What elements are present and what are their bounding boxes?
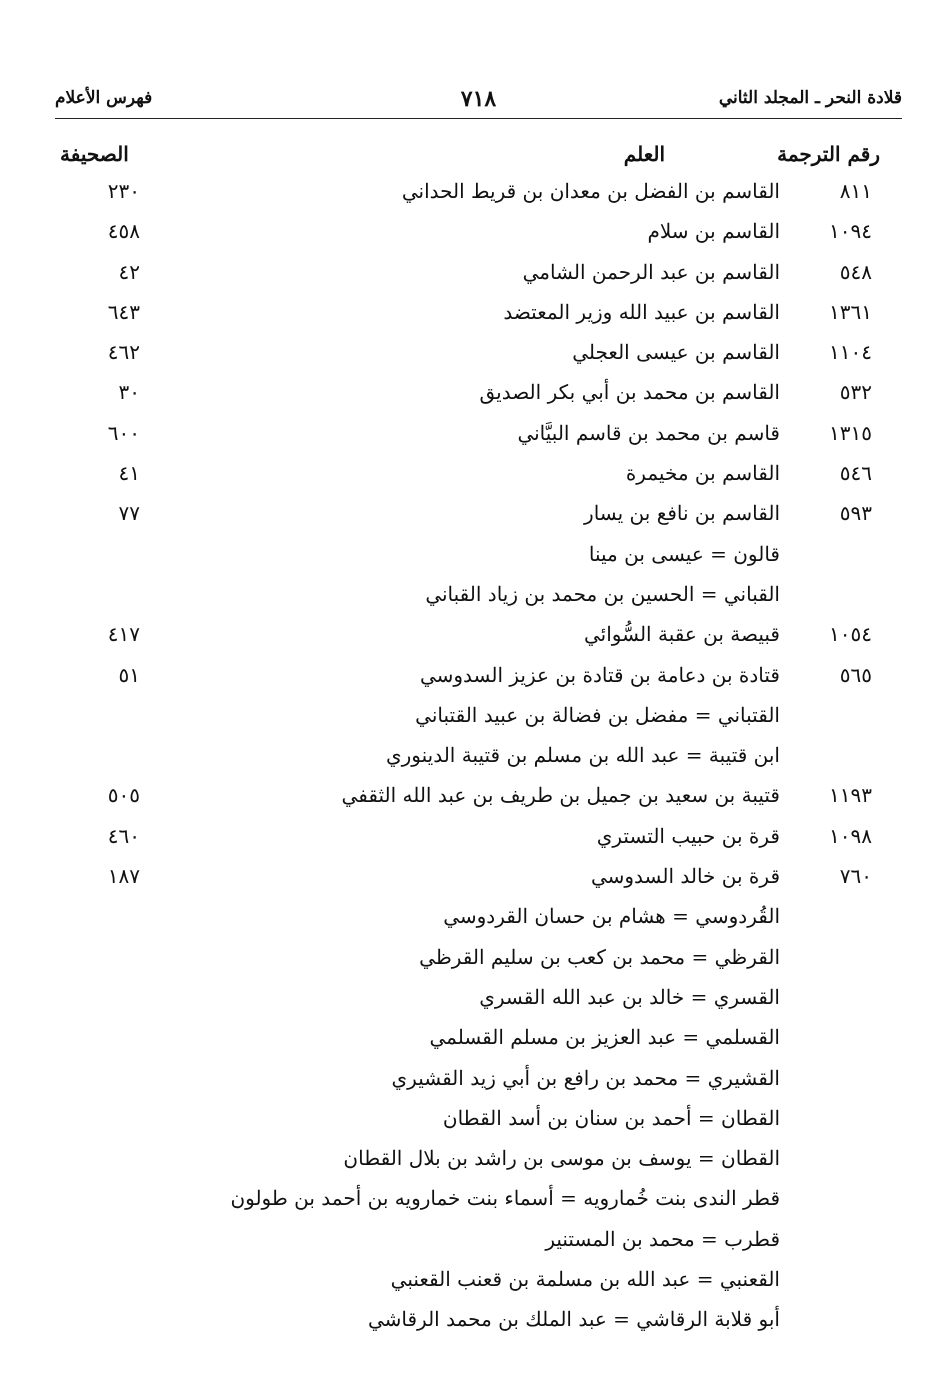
- index-entry: [0, 900, 950, 940]
- index-entry: [0, 779, 950, 819]
- entry-name: قتادة بن دعامة بن قتادة بن عزيز السدوسي: [419, 662, 780, 687]
- entry-name: قاسم بن محمد بن قاسم البيَّاني: [517, 420, 780, 445]
- index-entry: [0, 417, 950, 457]
- entry-name: القطان = يوسف بن موسى بن راشد بن بلال القطان: [343, 1146, 780, 1171]
- entry-page: ٤٥٨: [107, 219, 140, 244]
- index-entry: [0, 981, 950, 1021]
- entry-name: القاسم بن نافع بن يسار: [584, 501, 780, 526]
- entry-name: القتباني = مفضل بن فضالة بن عبيد القتباني: [415, 702, 780, 727]
- index-entry: [0, 1303, 950, 1343]
- entry-name: قالون = عيسى بن مينا: [588, 541, 780, 566]
- entry-number: ٥٤٦: [839, 461, 872, 486]
- header-page-column: الصحيفة: [60, 142, 129, 166]
- entry-number: ١١٠٤: [829, 340, 872, 365]
- entry-page: ٢٣٠: [107, 179, 140, 203]
- entry-name: القطان = أحمد بن سنان بن أسد القطان: [442, 1105, 780, 1130]
- entry-name: القاسم بن محمد بن أبي بكر الصديق: [479, 380, 780, 405]
- index-entry: [0, 175, 950, 215]
- index-entry: [0, 1021, 950, 1061]
- index-entry: [0, 578, 950, 618]
- index-entry: [0, 1062, 950, 1102]
- entry-page: ٤٢: [118, 259, 140, 284]
- entry-number: ١٣٦١: [829, 299, 872, 324]
- book-title: قلادة النحر ـ المجلد الثاني: [718, 88, 902, 108]
- header-name-column: العلم: [623, 142, 665, 166]
- entry-name: القاسم بن عبد الرحمن الشامي: [522, 259, 780, 284]
- entry-name: القاسم بن مخيمرة: [625, 461, 780, 486]
- entry-page: ٥٠٥: [107, 783, 140, 808]
- entry-page: ٧٧: [118, 501, 140, 526]
- entry-number: ٥٦٥: [839, 662, 872, 687]
- index-entry: [0, 1263, 950, 1303]
- index-entry: [0, 941, 950, 981]
- index-entry: [0, 1142, 950, 1182]
- entry-number: ١٠٩٤: [829, 219, 872, 244]
- index-entry: [0, 1223, 950, 1263]
- entry-number: ٥٤٨: [839, 259, 872, 284]
- entry-name: القسلمي = عبد العزيز بن مسلم القسلمي: [429, 1025, 780, 1050]
- entry-number: ٨١١: [839, 179, 872, 203]
- header-number-column: رقم الترجمة: [777, 142, 880, 166]
- entry-number: ١٠٩٨: [829, 823, 872, 848]
- entry-page: ٤٦٠: [107, 823, 140, 848]
- index-entry: [0, 457, 950, 497]
- entry-page: ١٨٧: [107, 864, 140, 889]
- entry-name: القاسم بن عيسى العجلي: [572, 340, 780, 365]
- entry-number: ١٠٥٤: [829, 622, 872, 647]
- section-title: فهرس الأعلام: [55, 88, 153, 108]
- entry-name: القسري = خالد بن عبد الله القسري: [479, 984, 780, 1009]
- entry-name: القُردوسي = هشام بن حسان القردوسي: [443, 904, 780, 929]
- index-entry: [0, 538, 950, 578]
- column-headers: [0, 142, 950, 172]
- entry-name: القاسم بن سلام: [647, 219, 780, 244]
- entry-name: قرة بن حبيب التستري: [596, 823, 780, 848]
- entry-page: ٤١: [118, 461, 140, 486]
- index-entry: [0, 860, 950, 900]
- index-entry: [0, 256, 950, 296]
- index-entry: [0, 336, 950, 376]
- entry-number: ٥٩٣: [839, 501, 872, 526]
- index-entry: [0, 618, 950, 658]
- entry-name: قرة بن خالد السدوسي: [590, 864, 780, 889]
- entry-page: ٦٤٣: [107, 299, 140, 324]
- entry-name: قتيبة بن سعيد بن جميل بن طريف بن عبد الله الثقفي: [341, 783, 780, 808]
- entry-number: ١١٩٣: [829, 783, 872, 808]
- entry-name: القشيري = محمد بن رافع بن أبي زيد القشيري: [391, 1065, 780, 1090]
- index-entry: [0, 739, 950, 779]
- entry-name: القاسم بن الفضل بن معدان بن قريط الحداني: [401, 179, 780, 203]
- index-entry: [0, 1102, 950, 1142]
- running-header: [55, 88, 902, 119]
- entry-name: قطر الندى بنت خُمارويه = أسماء بنت خمارويه بن أحمد بن طولون: [230, 1186, 780, 1211]
- index-entry: [0, 376, 950, 416]
- index-entry: [0, 659, 950, 699]
- entry-page: ٦٠٠: [107, 420, 140, 445]
- entry-page: ٥١: [118, 662, 140, 687]
- entry-name: قطرب = محمد بن المستنير: [545, 1226, 780, 1251]
- entry-name: قبيصة بن عقبة السُّوائي: [584, 622, 780, 647]
- index-entry: [0, 215, 950, 255]
- entry-name: القباني = الحسين بن محمد بن زياد القباني: [425, 581, 780, 606]
- entry-name: ابن قتيبة = عبد الله بن مسلم بن قتيبة الدينوري: [385, 743, 780, 768]
- entry-number: ٧٦٠: [839, 864, 872, 889]
- entry-page: ٤١٧: [107, 622, 140, 647]
- entry-name: القرظي = محمد بن كعب بن سليم القرظي: [419, 944, 780, 969]
- entry-number: ١٣١٥: [829, 420, 872, 445]
- entry-name: القاسم بن عبيد الله وزير المعتضد: [503, 299, 780, 324]
- index-entry: [0, 820, 950, 860]
- index-entry: [0, 497, 950, 537]
- index-entry: [0, 699, 950, 739]
- index-entry: [0, 1182, 950, 1222]
- entry-number: ٥٣٢: [839, 380, 872, 405]
- entry-page: ٤٦٢: [107, 340, 140, 365]
- page-number: ٧١٨: [460, 86, 497, 112]
- index-entries: [0, 175, 950, 1344]
- entry-page: ٣٠: [118, 380, 140, 405]
- index-entry: [0, 296, 950, 336]
- entry-name: أبو قلابة الرقاشي = عبد الملك بن محمد الرقاشي: [367, 1307, 780, 1332]
- entry-name: القعنبي = عبد الله بن مسلمة بن قعنب القعنبي: [390, 1267, 780, 1292]
